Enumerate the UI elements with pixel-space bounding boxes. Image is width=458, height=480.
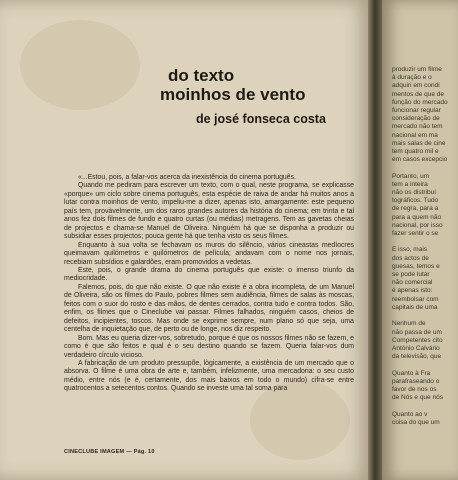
paragraph: Este, pois, o grande drama do cinema português que existe: o imenso triunfo da mediocridade. <box>64 266 354 283</box>
paragraph: «...Estou, pois, a falar-vos acerca da inexistência do cinema português. <box>78 174 296 181</box>
facing-page-line: consideração de <box>392 115 440 123</box>
facing-page-line: E isso, mais <box>392 246 428 254</box>
facing-page-line: Quanto ao v <box>392 410 428 418</box>
title-line-1: do texto <box>168 66 235 85</box>
facing-page-line: da televisão, que <box>392 353 442 361</box>
facing-page-line: Competentes cito <box>392 336 443 344</box>
facing-page-line: Portanto, um <box>392 172 430 180</box>
paragraph: A fabricação de um produto pressupõe, lògicamente, a existência de um mercado que o absorva. O filme é uma obra de arte e, também, infelizmente, uma mercadoria: o seu custo médio, entre nós (e é, certamente, dos mais baixos em todo o mundo) cifra-se entre quatrocentos a setecentos contos. Quando se investe uma tal soma para <box>64 359 354 393</box>
facing-page-line: tem quatro mil e <box>392 148 439 156</box>
facing-page-line: tográficos. Tudo <box>392 197 439 205</box>
facing-page-line: fazer sentir o se <box>392 230 439 238</box>
facing-page-line: adquiri em condi <box>392 82 440 90</box>
facing-page-line: função do mercado <box>392 98 448 106</box>
facing-page-line: nacional em ma <box>392 131 438 139</box>
paragraph: Enquanto à sua volta se fechavam os muros do silêncio, vários cineastas medíocres queimavam quilómetros e quilómetros de película; andavam com o nome nos jornais, recebiam subsídios e galardões, eram promovidos a vedetas. <box>64 241 354 266</box>
facing-page-line: de Nós e que nós <box>392 394 443 402</box>
facing-page-line <box>392 238 458 246</box>
facing-page-line: capitais de uma <box>392 303 438 311</box>
facing-page-line: não os distribuí <box>392 189 437 197</box>
facing-page-line: não passa de um <box>392 328 442 336</box>
facing-page-line: reembolsar com <box>392 295 439 303</box>
facing-page-line: tem a inteira <box>392 180 428 188</box>
facing-page-line: mentos de que de <box>392 90 445 98</box>
facing-page-line: mercado não tem <box>392 123 443 131</box>
facing-page-line: à duração e o <box>392 74 432 82</box>
facing-page-line: favor de nos os <box>392 385 437 393</box>
facing-page-line <box>392 164 458 172</box>
facing-page-line: dos actos de <box>392 254 429 262</box>
facing-page-line: nacional, por isso <box>392 221 443 229</box>
paragraph: Quando me pediram para escrever um texto, com o qual, neste programa, se explicasse «porque» um ciclo sobre cinema português, esta espécie de raiva de andar há muitos anos a lutar contra moinhos de vento, impeliu-me a dizer, apenas isto, amargamente: este pequeno país tem, provàvelmente, um dos raros grandes autores da história do cinema; em trinta e tal anos fez dois filmes de fundo e quatro curtas (ou médias) metragens. Tem as gavetas cheias de projectos e chama-se Manuel de Oliveira. Ninguém há que se disponha a produzir ou subsidiar esses projectos; pouca gente há que tenha visto os seus filmes. <box>64 182 354 241</box>
facing-page-line: não comercial <box>392 279 433 287</box>
title-line-2: moinhos de vento <box>160 85 306 104</box>
facing-page-line: coisa do que um <box>392 418 440 426</box>
paper-stain <box>20 20 140 110</box>
facing-page-line: para a quem não <box>392 213 442 221</box>
facing-page-line: parafraseando o <box>392 377 440 385</box>
book-gutter <box>368 0 382 480</box>
facing-page-line: funcionar regular <box>392 107 441 115</box>
facing-page-line: se pode lutar <box>392 271 430 279</box>
article-body <box>64 174 354 394</box>
facing-page-line: Quanto à Fra <box>392 369 431 377</box>
article-title <box>160 66 360 104</box>
facing-page-line: é apenas isto: <box>392 287 433 295</box>
facing-page-line <box>392 312 458 320</box>
facing-page-line: António Calvário <box>392 344 440 352</box>
facing-page-line: produzir um filme <box>392 66 442 73</box>
page-footer: CINECLUBE IMAGEM — Pág. 10 <box>64 449 155 455</box>
facing-page-line: de regra, para a <box>392 205 439 213</box>
facing-page-line: Nenhum de <box>392 320 426 328</box>
facing-page-line <box>392 402 458 410</box>
article-author: de josé fonseca costa <box>196 112 326 126</box>
paragraph: Bom. Mas eu queria dizer-vos, sobretudo, porque é que os nossos filmes não se fazem, e como é que são feitos e qual é o seu destino quando se fazem. Queria falar-vos dum verdadeiro círculo vicioso. <box>64 334 354 359</box>
facing-page-line: mais salas de cine <box>392 139 446 147</box>
facing-page-line: em casos excepcio <box>392 156 448 164</box>
facing-page-line: guesas, temos e <box>392 262 440 270</box>
facing-page <box>382 0 458 480</box>
paragraph: Falemos, pois, do que não existe. O que não existe é a obra incompleta, de um Manuel de Oliveira, são os filmes do Paulo, pobres filmes sem audiência, filmes de salas às moscas, feitos com o suor do rosto e das mãos, de dentes cerrados, contra tudo e contra todos. São, enfim, os filmes que o Cineclube vai passar. Filmes falhados, ninguém casos, cheios de defeitos, incipientes, toscos. Mas onde se exprime sempre, num plano só que seja, uma centelha de inquietação que, de perto ou de longe, nos diz respeito. <box>64 283 354 334</box>
facing-page-line <box>392 361 458 369</box>
facing-page-text <box>392 66 458 427</box>
